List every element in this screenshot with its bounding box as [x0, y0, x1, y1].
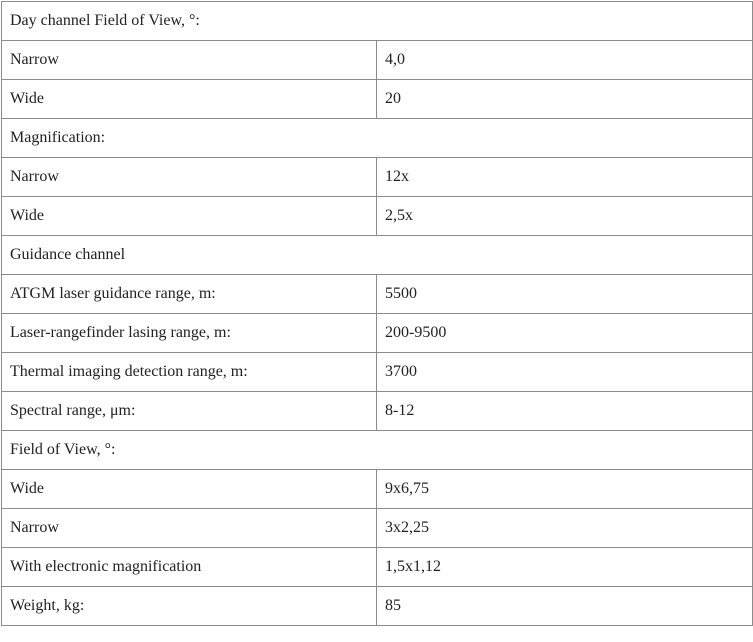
param-label-cell: Wide — [2, 197, 377, 236]
param-label-cell: Narrow — [2, 509, 377, 548]
section-header-cell: Guidance channel — [2, 236, 753, 275]
param-value-cell: 3700 — [377, 353, 753, 392]
param-label-cell: Narrow — [2, 158, 377, 197]
table-row — [2, 41, 753, 80]
section-header-row — [2, 236, 753, 275]
table-row — [2, 509, 753, 548]
param-value-cell: 8-12 — [377, 392, 753, 431]
specifications-table — [1, 1, 753, 626]
table-row — [2, 197, 753, 236]
table-row — [2, 158, 753, 197]
table-row — [2, 275, 753, 314]
param-value-cell: 2,5x — [377, 197, 753, 236]
param-value-cell: 12x — [377, 158, 753, 197]
param-label-cell: Weight, kg: — [2, 587, 377, 626]
section-header-cell: Field of View, °: — [2, 431, 753, 470]
param-label-cell: Thermal imaging detection range, m: — [2, 353, 377, 392]
param-value-cell: 1,5x1,12 — [377, 548, 753, 587]
param-value-cell: 20 — [377, 80, 753, 119]
table-row — [2, 587, 753, 626]
param-label-cell: With electronic magnification — [2, 548, 377, 587]
section-header-cell: Magnification: — [2, 119, 753, 158]
param-value-cell: 4,0 — [377, 41, 753, 80]
param-value-cell: 5500 — [377, 275, 753, 314]
param-label-cell: Wide — [2, 80, 377, 119]
param-label-cell: Spectral range, μm: — [2, 392, 377, 431]
param-value-cell: 9x6,75 — [377, 470, 753, 509]
section-header-cell: Day channel Field of View, °: — [2, 2, 753, 41]
param-value-cell: 200-9500 — [377, 314, 753, 353]
table-row — [2, 548, 753, 587]
section-header-row — [2, 431, 753, 470]
table-row — [2, 314, 753, 353]
table-row — [2, 80, 753, 119]
param-value-cell: 3x2,25 — [377, 509, 753, 548]
table-row — [2, 392, 753, 431]
param-label-cell: ATGM laser guidance range, m: — [2, 275, 377, 314]
param-value-cell: 85 — [377, 587, 753, 626]
table-row — [2, 353, 753, 392]
param-label-cell: Laser-rangefinder lasing range, m: — [2, 314, 377, 353]
section-header-row — [2, 119, 753, 158]
section-header-row — [2, 2, 753, 41]
param-label-cell: Narrow — [2, 41, 377, 80]
table-row — [2, 470, 753, 509]
param-label-cell: Wide — [2, 470, 377, 509]
